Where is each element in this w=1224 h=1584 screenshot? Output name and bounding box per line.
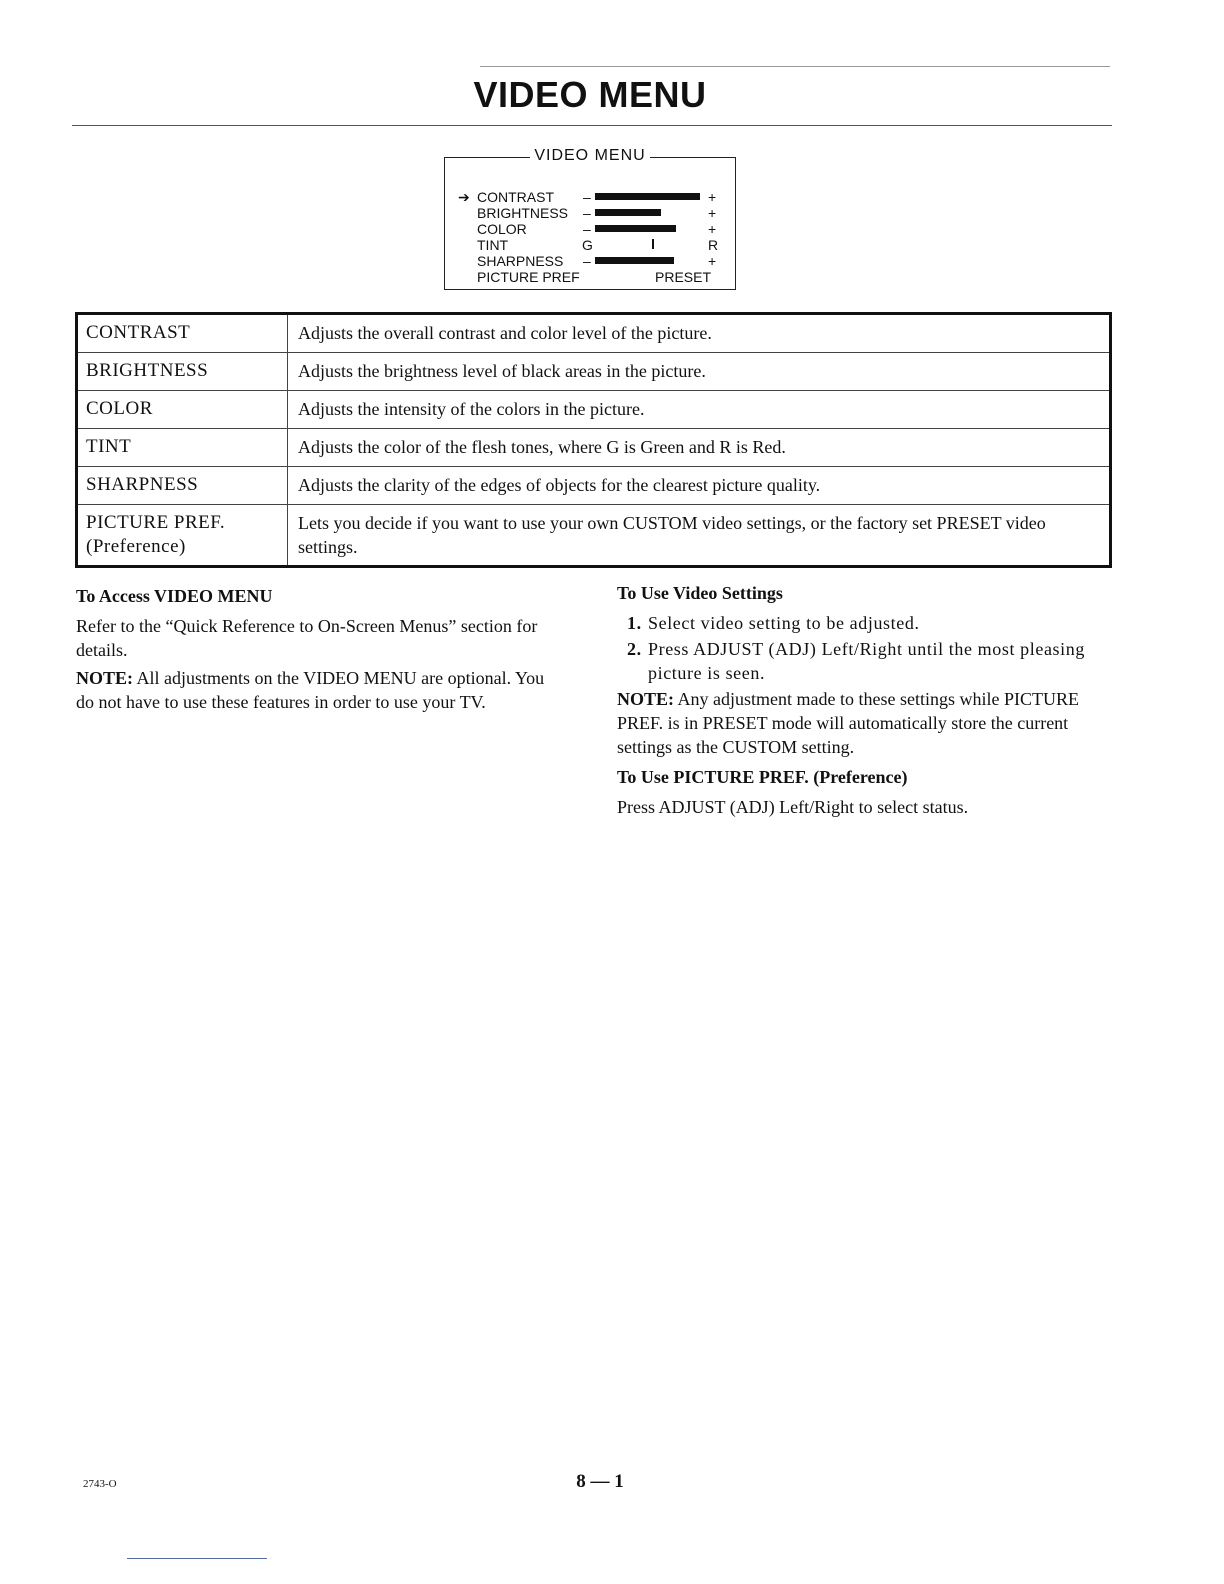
osd-row-brightness <box>445 205 735 221</box>
tint-green-label: G <box>582 237 593 253</box>
setting-name: TINT <box>78 429 288 466</box>
step-text: Select video setting to be adjusted. <box>648 613 920 633</box>
setting-description: Lets you decide if you want to use your own CUSTOM video settings, or the factory set PRESET video settings. <box>298 513 1046 557</box>
osd-label: BRIGHTNESS <box>477 205 569 221</box>
setting-name: CONTRAST <box>78 315 288 352</box>
level-bar <box>595 193 700 200</box>
step-number: 2. <box>627 639 642 659</box>
osd-video-menu <box>444 147 736 290</box>
note-text: All adjustments on the VIDEO MENU are optional. You do not have to use these features in order to use your TV. <box>76 668 545 712</box>
setting-name <box>78 505 288 565</box>
osd-row-picture-pref <box>445 269 735 285</box>
tint-red-label: R <box>708 237 719 253</box>
setting-name: BRIGHTNESS <box>78 353 288 390</box>
minus-sign: – <box>583 253 591 269</box>
setting-name-line1: PICTURE PREF. <box>86 512 226 533</box>
osd-row-contrast <box>445 189 735 205</box>
osd-row-tint <box>445 237 735 253</box>
note-text: Any adjustment made to these settings while PICTURE PREF. is in PRESET mode will automatically store the current settings as the CUSTOM setting. <box>617 689 1079 757</box>
setting-description: Adjusts the clarity of the edges of objects for the clearest picture quality. <box>298 475 821 495</box>
level-bar <box>595 225 676 232</box>
top-rule <box>480 66 1110 67</box>
paragraph: Refer to the “Quick Reference to On-Screen Menus” section for details. <box>76 616 538 660</box>
osd-label: CONTRAST <box>477 189 554 205</box>
table-row <box>78 391 1109 429</box>
setting-description: Adjusts the brightness level of black areas in the picture. <box>298 361 706 381</box>
paragraph: Press ADJUST (ADJ) Left/Right to select status. <box>617 797 969 817</box>
table-row <box>78 353 1109 391</box>
list-item <box>617 611 1117 635</box>
table-row <box>78 429 1109 467</box>
osd-label: PICTURE PREF <box>477 269 580 285</box>
footer-line <box>127 1558 267 1559</box>
minus-sign: – <box>583 189 591 205</box>
section-heading: To Use PICTURE PREF. (Preference) <box>617 767 908 787</box>
settings-description-table <box>75 312 1112 568</box>
page-title: VIDEO MENU <box>473 74 707 115</box>
setting-description: Adjusts the overall contrast and color level of the picture. <box>298 323 712 343</box>
step-text: Press ADJUST (ADJ) Left/Right until the most pleasing picture is seen. <box>648 639 1085 683</box>
setting-description: Adjusts the color of the flesh tones, where G is Green and R is Red. <box>298 437 786 457</box>
step-number: 1. <box>627 613 642 633</box>
section-heading: To Use Video Settings <box>617 583 783 603</box>
document-code: 2743-O <box>83 1478 117 1490</box>
note <box>76 666 566 714</box>
setting-description: Adjusts the intensity of the colors in the picture. <box>298 399 645 419</box>
plus-sign: + <box>708 221 717 237</box>
note <box>617 687 1117 759</box>
note-label: NOTE: <box>617 689 675 709</box>
minus-sign: – <box>583 221 591 237</box>
level-bar <box>595 257 674 264</box>
title-rule <box>72 125 1112 126</box>
table-row <box>78 315 1109 353</box>
minus-sign: – <box>583 205 591 221</box>
plus-sign: + <box>708 253 717 269</box>
settings-section <box>617 581 1117 823</box>
osd-label: TINT <box>477 237 509 253</box>
osd-row-sharpness <box>445 253 735 269</box>
level-bar <box>595 209 661 216</box>
list-item <box>617 637 1117 685</box>
osd-label: SHARPNESS <box>477 253 564 269</box>
osd-title: VIDEO MENU <box>445 147 735 164</box>
note-label: NOTE: <box>76 668 134 688</box>
page-number: 8 — 1 <box>576 1471 624 1492</box>
osd-preset-value: PRESET <box>655 269 712 285</box>
tint-center-marker <box>652 239 654 249</box>
table-row <box>78 505 1109 565</box>
osd-row-color <box>445 221 735 237</box>
setting-name: COLOR <box>78 391 288 428</box>
plus-sign: + <box>708 189 717 205</box>
access-section <box>76 584 566 718</box>
section-heading: To Access VIDEO MENU <box>76 586 273 606</box>
plus-sign: + <box>708 205 717 221</box>
osd-label: COLOR <box>477 221 527 237</box>
selection-arrow-icon: ➔ <box>458 189 470 205</box>
setting-name-line2: (Preference) <box>86 536 186 557</box>
table-row <box>78 467 1109 505</box>
setting-name: SHARPNESS <box>78 467 288 504</box>
